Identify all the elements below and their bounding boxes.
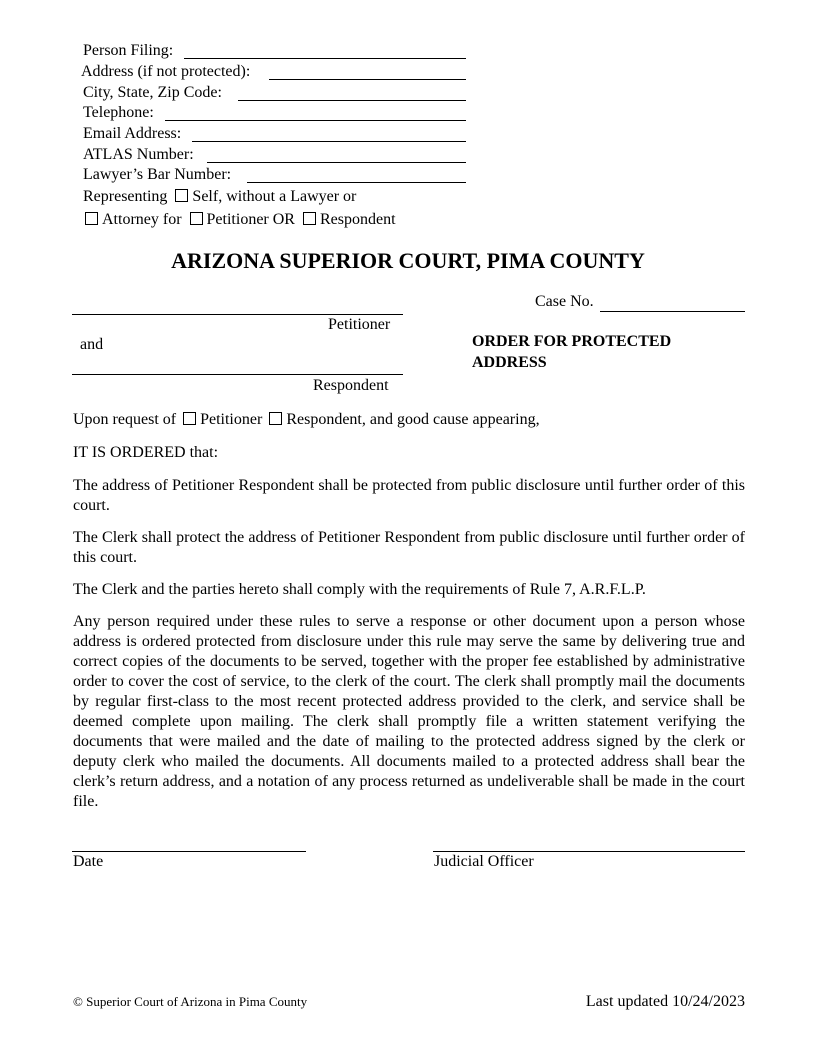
bar-number-label: Lawyer’s Bar Number: [83,166,232,183]
order-title-line-1: ORDER FOR PROTECTED [472,333,672,350]
order-paragraph-3: The Clerk and the parties hereto shall comply with the requirements of Rule 7, A.R.F.L.P. [73,581,646,598]
city-field[interactable] [238,100,466,101]
date-signature-line[interactable] [72,851,306,852]
atlas-field[interactable] [207,162,466,163]
person-filing-field[interactable] [184,58,466,59]
self-label: Self, without a Lawyer or [192,188,357,205]
case-no-field[interactable] [600,311,745,312]
atlas-label: ATLAS Number: [83,146,194,163]
attorney-row [85,210,396,230]
attorney-checkbox[interactable] [85,212,98,225]
request-petitioner-checkbox[interactable] [183,412,196,425]
date-label: Date [73,853,104,870]
respondent-name-line[interactable] [72,374,403,375]
order-title [472,331,671,373]
request-petitioner-label: Petitioner [200,411,263,428]
representing-row [83,187,356,207]
city-label: City, State, Zip Code: [83,84,222,101]
respondent-caption-label: Respondent [313,377,389,394]
request-line [73,411,540,429]
order-paragraph-2: The Clerk shall protect the address of Petitioner Respondent from public disclosure until further order of this court. [73,529,745,566]
telephone-field[interactable] [165,120,466,121]
respondent-checkbox[interactable] [303,212,316,225]
judicial-signature-line[interactable] [433,851,745,852]
ordered-heading: IT IS ORDERED that: [73,444,219,461]
petitioner-checkbox[interactable] [190,212,203,225]
bar-number-field[interactable] [247,182,466,183]
petitioner-name-line[interactable] [72,314,403,315]
email-label: Email Address: [83,125,182,142]
petitioner-caption-label: Petitioner [328,316,391,333]
attorney-label: Attorney for [102,211,182,228]
address-label: Address (if not protected): [81,63,251,80]
order-title-line-2: ADDRESS [472,354,547,371]
request-prefix: Upon request of [73,411,177,428]
order-paragraph-4: Any person required under these rules to serve a response or other document upon a person whose address is ordered protected from disclosure under this rule may serve the same by delivering true and correct copies of the documents to be served, together with the proper fee established by administrative order to cover the cost of service, to the clerk of the court. The clerk shall promptly mail the documents by regular first-class to the most recent protected address provided to the clerk, and service shall be deemed complete upon mailing. The clerk shall promptly file a written statement verifying the documents that were mailed and the date of mailing to the protected address signed by the clerk or deputy clerk who mailed the documents. All documents mailed to a protected address shall bear the clerk’s return address, and a notation of any process returned as undeliverable shall be made in the court file. [73,613,745,810]
court-title: ARIZONA SUPERIOR COURT, PIMA COUNTY [171,248,645,273]
judicial-officer-label: Judicial Officer [434,853,534,870]
telephone-label: Telephone: [83,104,154,121]
petitioner-label: Petitioner OR [206,211,295,228]
self-checkbox[interactable] [175,189,188,202]
request-respondent-checkbox[interactable] [269,412,282,425]
respondent-label: Respondent [319,211,396,228]
representing-label: Representing [83,188,168,205]
request-respondent-label: Respondent, and good cause appearing, [286,411,540,428]
copyright-footer: © Superior Court of Arizona in Pima County [73,994,308,1009]
and-label: and [80,336,104,353]
order-paragraph-1: The address of Petitioner Respondent shall be protected from public disclosure until further order of this court. [73,477,745,514]
case-no-label: Case No. [535,293,594,310]
address-field[interactable] [269,79,466,80]
email-field[interactable] [192,141,466,142]
last-updated-footer: Last updated 10/24/2023 [585,993,745,1010]
person-filing-label: Person Filing: [83,42,174,59]
